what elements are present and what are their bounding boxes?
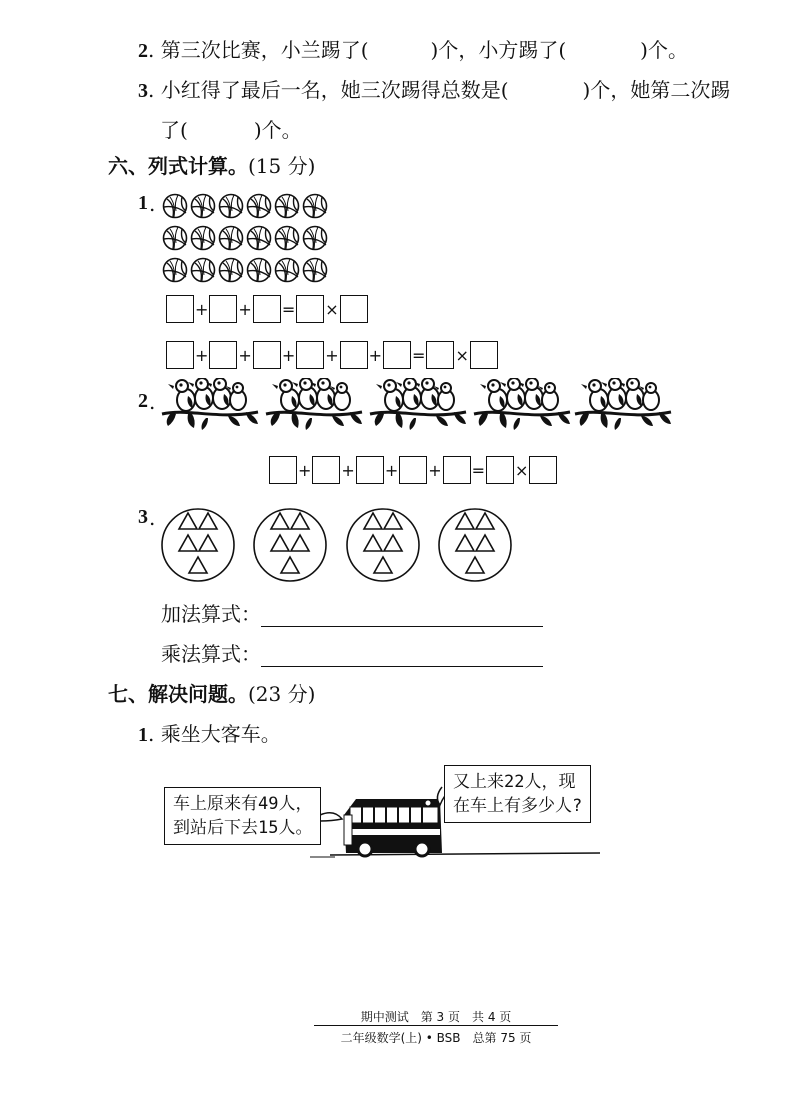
item-number: 3 — [138, 506, 148, 528]
section-title: 七、解决问题。 — [108, 682, 248, 706]
volleyball-icon — [246, 257, 272, 283]
volleyball-icon — [218, 257, 244, 283]
question-text: )个，她第二次踢 — [582, 78, 731, 102]
volleyball-icon — [218, 225, 244, 251]
multiplication-formula-row — [161, 638, 543, 667]
equals-sign: = — [471, 460, 486, 480]
answer-box[interactable] — [269, 456, 297, 484]
question-text: 了( — [160, 118, 188, 142]
bubble-line: 车上原来有49人， — [173, 794, 313, 814]
volleyball-icon — [246, 225, 272, 251]
speech-bubble-left — [164, 787, 321, 845]
question-number: 3 — [138, 80, 148, 102]
item-number: 1 — [138, 724, 148, 746]
addition-formula-row — [161, 598, 543, 627]
section-points: (23 分) — [248, 682, 316, 706]
answer-box[interactable] — [486, 456, 514, 484]
answer-box[interactable] — [312, 456, 340, 484]
plus-sign: + — [298, 460, 312, 480]
equation-row-1 — [166, 295, 368, 323]
answer-box[interactable] — [209, 341, 237, 369]
volleyball-icon — [162, 225, 188, 251]
equals-sign: = — [281, 299, 296, 319]
question-text: . 小红得了最后一名，她三次踢得总数是( — [148, 78, 509, 102]
answer-box[interactable] — [426, 341, 454, 369]
birds-on-branch-illustration — [158, 378, 673, 434]
question-text: . 第三次比赛，小兰踢了( — [148, 38, 369, 62]
item-text: . 乘坐大客车。 — [148, 722, 281, 746]
bus-icon — [344, 799, 442, 856]
answer-box[interactable] — [529, 456, 557, 484]
question-3-line-2 — [160, 114, 302, 143]
volleyball-icon — [190, 225, 216, 251]
equation-row-2 — [166, 341, 498, 369]
volleyball-icon — [302, 257, 328, 283]
question-3-line — [138, 74, 730, 103]
plus-sign: + — [384, 460, 399, 480]
footer-divider — [314, 1025, 558, 1026]
footer-book-info: 二年级数学(上) • BSB 总第 75 页 — [340, 1031, 532, 1045]
volleyball-icon — [190, 193, 216, 219]
answer-box[interactable] — [296, 341, 324, 369]
equation-row-3 — [269, 456, 557, 484]
item-number: 2 — [138, 390, 148, 412]
section-6-heading — [108, 150, 315, 179]
item-number: 1 — [138, 192, 148, 214]
answer-box[interactable] — [470, 341, 498, 369]
volleyball-icon — [302, 225, 328, 251]
answer-box[interactable] — [443, 456, 471, 484]
plus-sign: + — [281, 345, 296, 365]
section-7-item-1 — [138, 718, 281, 747]
answer-box[interactable] — [356, 456, 384, 484]
answer-box[interactable] — [340, 341, 368, 369]
item-dot: . — [149, 390, 156, 414]
volleyball-icon — [190, 257, 216, 283]
volleyball-row — [162, 257, 330, 289]
plus-sign: + — [341, 460, 355, 480]
volleyball-icon — [274, 225, 300, 251]
answer-box[interactable] — [209, 295, 237, 323]
section-points: (15 分) — [248, 154, 316, 178]
volleyball-grid — [162, 193, 330, 289]
bubble-line: 在车上有多少人? — [453, 796, 583, 816]
section-7-heading — [108, 678, 315, 707]
bubble-line: 又上来22人，现 — [453, 772, 576, 792]
times-sign: × — [325, 299, 339, 319]
volleyball-icon — [302, 193, 328, 219]
plus-sign: + — [325, 345, 339, 365]
volleyball-icon — [274, 257, 300, 283]
footer-page-info: 期中测试 第 3 页 共 4 页 — [360, 1010, 512, 1024]
volleyball-icon — [162, 193, 188, 219]
volleyball-icon — [246, 193, 272, 219]
question-number: 2 — [138, 40, 148, 62]
times-sign: × — [455, 345, 469, 365]
volleyball-icon — [162, 257, 188, 283]
volleyball-icon — [218, 193, 244, 219]
volleyball-row — [162, 225, 330, 257]
section-title: 六、列式计算。 — [108, 154, 248, 178]
item-dot: . — [149, 192, 156, 216]
plus-sign: + — [195, 299, 209, 319]
answer-box[interactable] — [166, 341, 194, 369]
answer-box[interactable] — [399, 456, 427, 484]
addition-label: 加法算式： — [161, 602, 261, 626]
times-sign: × — [515, 460, 529, 480]
question-text: )个。 — [253, 118, 302, 142]
equals-sign: = — [412, 345, 426, 365]
plus-sign: + — [368, 345, 383, 365]
question-text: )个，小方踢了( — [430, 38, 567, 62]
plus-sign: + — [238, 299, 252, 319]
addition-answer-line[interactable] — [261, 606, 543, 627]
plus-sign: + — [238, 345, 252, 365]
plus-sign: + — [428, 460, 442, 480]
multiplication-answer-line[interactable] — [261, 646, 543, 667]
volleyball-icon — [274, 193, 300, 219]
multiplication-label: 乘法算式： — [161, 642, 261, 666]
volleyball-row — [162, 193, 330, 225]
plus-sign: + — [195, 345, 209, 365]
triangle-circles-illustration — [158, 505, 518, 585]
answer-box[interactable] — [253, 341, 281, 369]
item-dot: . — [149, 506, 156, 530]
speech-bubble-right — [444, 765, 591, 823]
question-text: )个。 — [640, 38, 688, 62]
bubble-line: 到站后下去15人。 — [173, 818, 313, 838]
question-2-line — [138, 34, 688, 63]
answer-box[interactable] — [296, 295, 324, 323]
answer-box[interactable] — [383, 341, 411, 369]
answer-box[interactable] — [340, 295, 368, 323]
answer-box[interactable] — [253, 295, 281, 323]
answer-box[interactable] — [166, 295, 194, 323]
